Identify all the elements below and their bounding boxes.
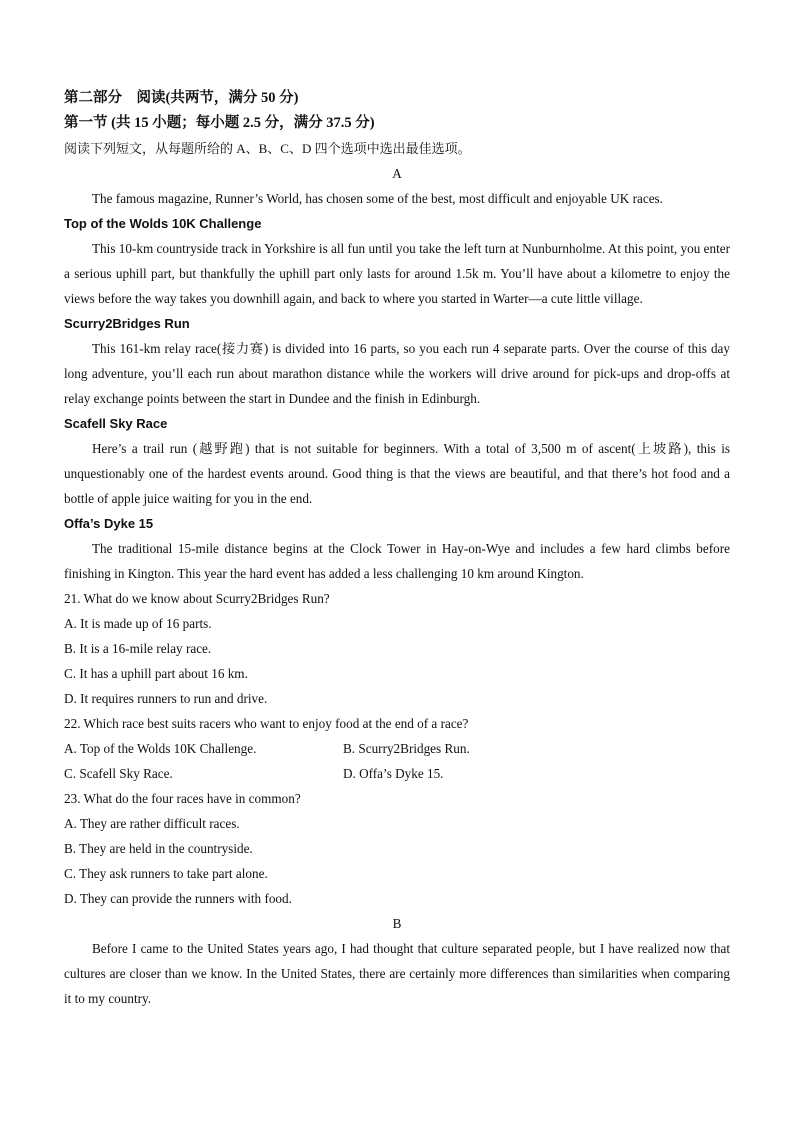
section-title: 第一节 (共 15 小题；每小题 2.5 分，满分 37.5 分) — [64, 115, 375, 131]
passage-b-text: Before I came to the United States years ago, I had thought that culture separated people, but I have realized now that cultures are closer than we know. In the United States, there are certainly more differences than similarities when comparing it to my country. — [64, 941, 730, 1006]
question-21-option-a: A. It is made up of 16 parts. — [64, 616, 212, 631]
race-title-scurry: Scurry2Bridges Run — [64, 316, 190, 331]
race-text-offas: The traditional 15-mile distance begins at the Clock Tower in Hay-on-Wye and includes a few hard climbs before finishing in Kington. This year the hard event has added a less challenging 10 km around Kington. — [64, 541, 730, 581]
question-22-stem: 22. Which race best suits racers who want to enjoy food at the end of a race? — [64, 716, 469, 731]
race-text-wolds: This 10-km countryside track in Yorkshire is all fun until you take the left turn at Nunburnholme. At this point, you enter a serious uphill part, but thankfully the uphill part only lasts for around 1.5k m. You’ll have about a kilometre to enjoy the views before the way takes you downhill again, and back to where you started in Warter—a cute little village. — [64, 241, 730, 306]
question-21-option-d: D. It requires runners to run and drive. — [64, 691, 268, 706]
passage-a-label: A — [392, 166, 402, 181]
passage-a-intro: The famous magazine, Runner’s World, has chosen some of the best, most difficult and enjoyable UK races. — [92, 191, 663, 206]
question-22-option-d: D. Offa’s Dyke 15. — [343, 766, 444, 781]
question-21-option-b: B. It is a 16-mile relay race. — [64, 641, 212, 656]
race-title-offas: Offa’s Dyke 15 — [64, 516, 154, 531]
question-22-option-a: A. Top of the Wolds 10K Challenge. — [64, 741, 257, 756]
question-22-options-row-2 — [64, 761, 730, 786]
question-23-option-d: D. They can provide the runners with food. — [64, 891, 292, 906]
question-22-option-b: B. Scurry2Bridges Run. — [343, 741, 470, 756]
question-22-option-c: C. Scafell Sky Race. — [64, 766, 173, 781]
question-23-option-b: B. They are held in the countryside. — [64, 841, 253, 856]
part-title: 第二部分 阅读(共两节，满分 50 分) — [64, 90, 299, 106]
race-text-scafell: Here’s a trail run (越野跑) that is not suitable for beginners. With a total of 3,500 m of ascent(上坡路), this is unquestionably one of the hardest events around. Good thing is that the views are beautiful, and that there’s hot food and a bottle of apple juice waiting for you in the end. — [64, 441, 730, 506]
question-21-stem: 21. What do we know about Scurry2Bridges Run? — [64, 591, 330, 606]
question-21-option-c: C. It has a uphill part about 16 km. — [64, 666, 248, 681]
question-22-options-row-1 — [64, 736, 730, 761]
race-title-scafell: Scafell Sky Race — [64, 416, 168, 431]
exam-page — [64, 86, 730, 1011]
question-23-option-a: A. They are rather difficult races. — [64, 816, 240, 831]
race-text-scurry: This 161-km relay race(接力赛) is divided into 16 parts, so you each run 4 separate parts. Over the course of this day long adventure, you’ll each run about marathon distance while the workers will drive around for pick-ups and drop-offs at relay exchange points between the start in Dundee and the finish in Edinburgh. — [64, 341, 730, 406]
passage-b-label: B — [392, 916, 402, 931]
question-23-stem: 23. What do the four races have in common? — [64, 791, 301, 806]
question-23-option-c: C. They ask runners to take part alone. — [64, 866, 268, 881]
instruction: 阅读下列短文，从每题所给的 A、B、C、D 四个选项中选出最佳选项。 — [64, 141, 471, 156]
race-title-wolds: Top of the Wolds 10K Challenge — [64, 216, 262, 231]
